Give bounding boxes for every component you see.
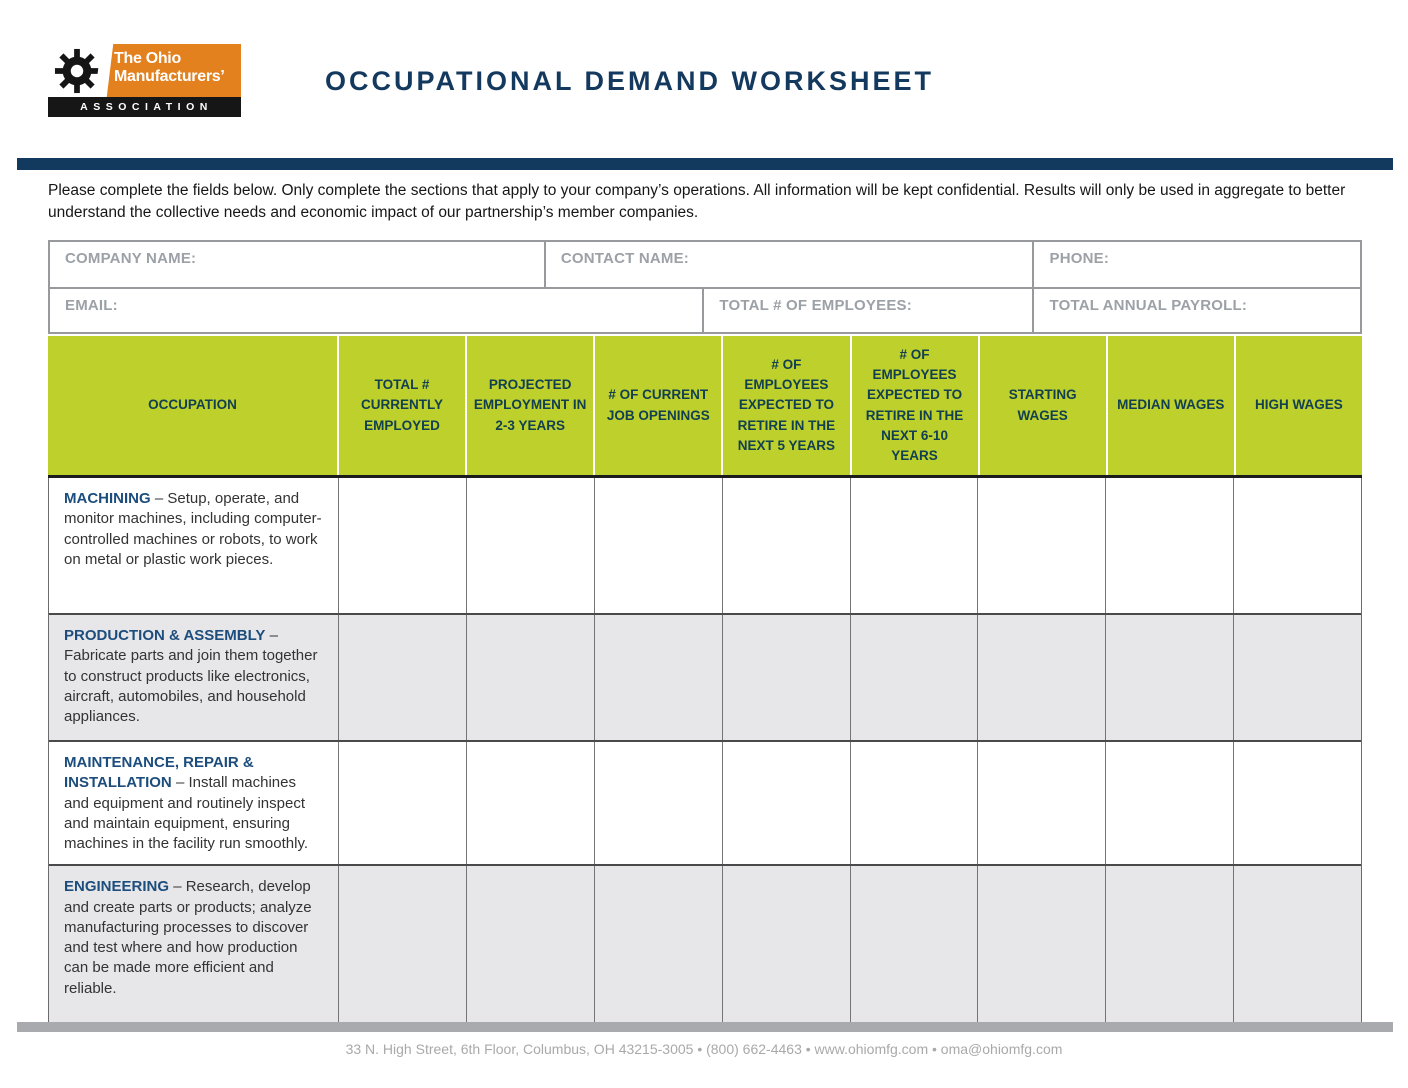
table-input-cell[interactable] [594,742,722,864]
contact-form-row-1 [50,242,1360,287]
table-input-cell[interactable] [338,866,466,1022]
footer-contact-line: 33 N. High Street, 6th Floor, Columbus, OH 43215-3005 • (800) 662-4463 • www.ohiomfg.com • oma@ohiomfg.com [345,1041,1063,1057]
table-input-cell[interactable] [466,742,594,864]
header-median-wages: MEDIAN WAGES [1106,336,1234,475]
total-employees-label: TOTAL # OF EMPLOYEES: [719,297,912,314]
logo-association-banner: ASSOCIATION [48,97,241,117]
occupation-machining [49,478,338,613]
occupation-term: ENGINEERING [64,878,170,896]
page-title: OCCUPATIONAL DEMAND WORKSHEET [325,66,934,96]
table-input-cell[interactable] [466,866,594,1022]
table-input-cell[interactable] [977,615,1105,740]
phone-field[interactable] [1032,242,1360,287]
occupation-term: PRODUCTION & ASSEMBLY [64,627,266,644]
email-label: EMAIL: [65,297,118,314]
table-input-cell[interactable] [338,478,466,613]
company-name-field[interactable] [50,242,544,287]
table-input-cell[interactable] [338,742,466,864]
total-employees-field[interactable] [702,289,1032,332]
header-projected-employment: PROJECTED EMPLOYMENT IN 2-3 YEARS [465,336,593,475]
contact-name-label: CONTACT NAME: [560,250,689,267]
occupation-engineering [49,866,338,1022]
table-input-cell[interactable] [850,615,978,740]
table-header-row [48,336,1362,478]
total-payroll-label: TOTAL ANNUAL PAYROLL: [1049,297,1248,314]
table-row-machining [49,478,1361,613]
occupation-desc: – Install machines and equipment and routinely inspect and maintain equipment, ensuring machines in the facility run smoothly. [64,774,308,852]
header-retire-6-10-years: # OF EMPLOYEES EXPECTED TO RETIRE IN THE NEXT 6-10 YEARS [850,336,978,475]
header-starting-wages: STARTING WAGES [978,336,1106,475]
table-row-engineering [49,864,1361,1022]
table-input-cell[interactable] [722,615,850,740]
table-body [48,478,1362,1023]
total-payroll-field[interactable] [1032,289,1360,332]
table-input-cell[interactable] [338,615,466,740]
occupation-term: MACHINING [64,490,151,507]
table-row-production-assembly [49,613,1361,740]
intro-paragraph: Please complete the fields below. Only complete the sections that apply to your company’s operations. All information will be kept confidential. Results will only be used in aggregate to better understand the collective needs and economic impact of our partnership’s member companies. [48,182,1346,222]
oma-logo [48,44,241,117]
table-input-cell[interactable] [466,615,594,740]
table-row-maintenance-repair-installation [49,740,1361,864]
occupation-desc: – Fabricate parts and join them together to construct products like electronics, aircraft, automobiles, and household appliances. [64,627,318,725]
table-input-cell[interactable] [977,742,1105,864]
logo-line1: The Ohio [114,50,181,67]
header-retire-5-years: # OF EMPLOYEES EXPECTED TO RETIRE IN THE NEXT 5 YEARS [721,336,849,475]
table-input-cell[interactable] [850,478,978,613]
table-input-cell[interactable] [1233,478,1361,613]
logo-line2: Manufacturers’ [114,68,225,86]
table-input-cell[interactable] [1233,866,1361,1022]
header-occupation: OCCUPATION [148,397,237,413]
table-input-cell[interactable] [1105,478,1233,613]
table-input-cell[interactable] [850,866,978,1022]
table-input-cell[interactable] [1233,742,1361,864]
header-high-wages: HIGH WAGES [1234,336,1362,475]
logo-wordmark [105,44,241,97]
contact-form-row-2 [50,287,1360,332]
table-input-cell[interactable] [466,478,594,613]
occupation-production-assembly [49,615,338,740]
company-name-label: COMPANY NAME: [65,250,197,267]
table-input-cell[interactable] [722,742,850,864]
table-input-cell[interactable] [1105,866,1233,1022]
table-input-cell[interactable] [594,615,722,740]
logo-top [48,44,241,97]
contact-info-form [48,240,1362,334]
table-input-cell[interactable] [594,478,722,613]
occupation-desc: – Setup, operate, and monitor machines, including computer-controlled machines or robots, to work on metal or plastic work pieces. [64,490,322,568]
occupation-maintenance-repair-installation [49,742,338,864]
table-input-cell[interactable] [1105,742,1233,864]
header-total-currently-employed: TOTAL # CURRENTLY EMPLOYED [337,336,465,475]
header-divider-bar [17,158,1393,170]
phone-label: PHONE: [1049,250,1110,267]
contact-name-field[interactable] [544,242,1033,287]
table-input-cell[interactable] [1233,615,1361,740]
table-input-cell[interactable] [1105,615,1233,740]
table-input-cell[interactable] [722,866,850,1022]
occupation-term: MAINTENANCE, REPAIR & INSTALLATION [64,754,254,792]
header-current-job-openings: # OF CURRENT JOB OPENINGS [593,336,721,475]
occupational-demand-table [48,336,1362,1023]
table-input-cell[interactable] [977,478,1105,613]
table-input-cell[interactable] [977,866,1105,1022]
occupation-desc: – Research, develop and create parts or products; analyze manufacturing processes to discover and test where and how production can be made more efficient and reliable. [64,878,312,997]
table-input-cell[interactable] [594,866,722,1022]
email-field[interactable] [50,289,702,332]
table-input-cell[interactable] [850,742,978,864]
table-input-cell[interactable] [722,478,850,613]
footer-divider-bar [17,1022,1393,1032]
